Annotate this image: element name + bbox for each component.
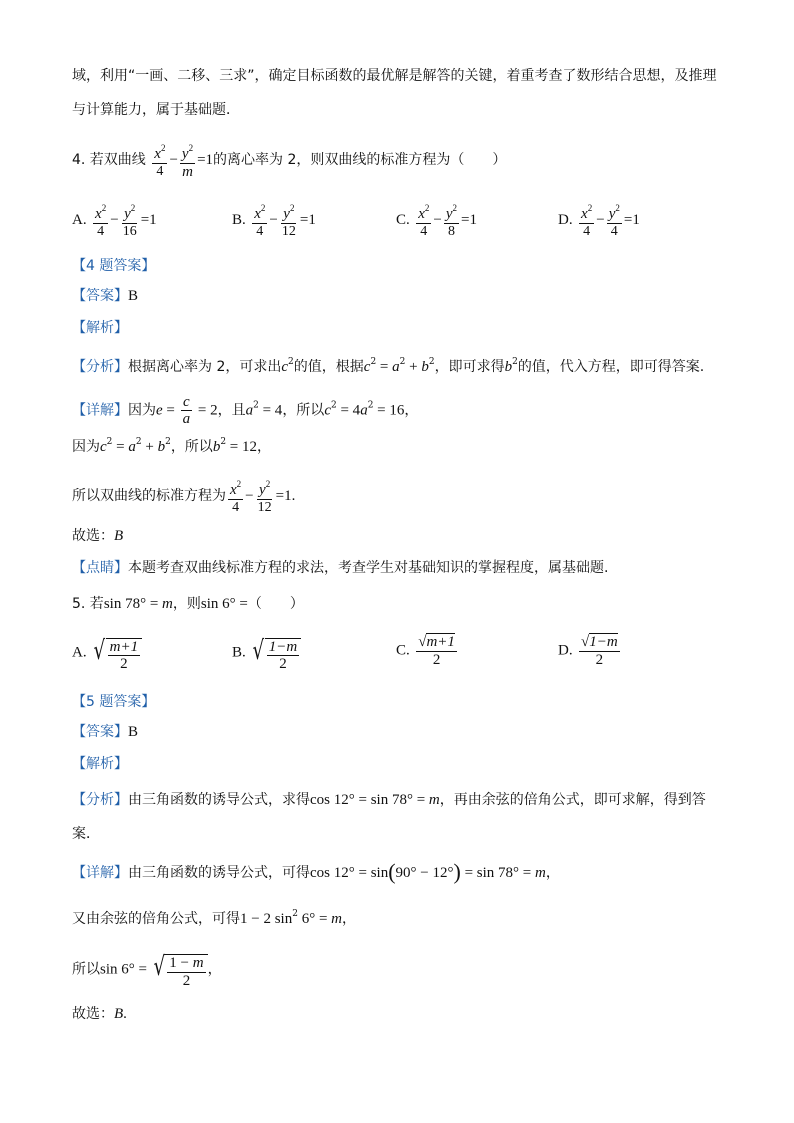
q5-analysis-header: 【解析】 (72, 756, 128, 772)
q4-option-a: A. $\frac{x^2}{4}$ − $\frac{y^2}{16}$ =1 (72, 200, 157, 240)
q4-suffix: 的离心率为 2，则双曲线的标准方程为（ ） (213, 152, 507, 168)
q4-frac-y: $\frac{y^2}{m}$ (180, 140, 195, 180)
q4-detail-1: 【详解】因为e = $\frac{c}{a}$ = 2，且$a^2 = 4$，所以$c^2 = 4a^2 = 16$， (72, 394, 419, 427)
q4-detail-3: 所以双曲线的标准方程为 $\frac{x^2}{4}$ − $\frac{y^2}{12}$ =1. (72, 476, 295, 516)
q4-analysis-header: 【解析】 (72, 320, 128, 336)
q5-option-a: A. √ $\frac{m+1}{2}$ (72, 634, 142, 672)
q5-answer-header: 【5 题答案】 (72, 694, 156, 710)
q5-option-c: C. $\frac{√m+1}{2}$ (396, 634, 455, 668)
q5-answer: 【答案】B (72, 724, 139, 740)
q5-detail-3: 所以sin 6° = √ $\frac{1 - m}{2}$ ， (72, 952, 222, 989)
q5-detail-2: 又由余弦的倍角公式，可得1 − 2 $\sin^2 6^\circ = m$， (72, 909, 357, 927)
q4-stem: 4. 若双曲线 $\frac{x^2}{4}$ − $\frac{y^2}{m}$ =1的离心率为 2，则双曲线的标准方程为（ ） (72, 140, 506, 180)
q5-choose: 故选：B. (72, 1006, 127, 1022)
q4-option-c: C. $\frac{x^2}{4}$ − $\frac{y^2}{8}$ =1 (396, 200, 477, 240)
q4-answer-header: 【4 题答案】 (72, 258, 156, 274)
q5-detail-1: 【详解】由三角函数的诱导公式，可得cos 12° = sin(90° − 12°) = sin 78° = m， (72, 859, 560, 884)
q5-option-d: D. $\frac{√1-m}{2}$ (558, 634, 618, 668)
intro-line-2: 与计算能力，属于基础题． (72, 102, 240, 118)
q5-stem: 5. 若sin 78° = m，则sin 6° =（ ） (72, 596, 304, 612)
q4-answer: 【答案】B (72, 288, 139, 304)
q4-dianjing: 【点睛】本题考查双曲线标准方程的求法，考查学生对基础知识的掌握程度，属基础题. (72, 560, 609, 576)
q4-detail-2: 因为$c^2 = a^2 + b^2$，所以$b^2 = 12$， (72, 437, 272, 455)
q4-prefix: 4. 若双曲线 (72, 152, 146, 168)
q5-option-b: B. √ $\frac{1-m}{2}$ (232, 634, 301, 672)
q5-fenxi-line-2: 案． (72, 826, 100, 842)
q4-fenxi: 【分析】根据离心率为 2，可求出$c^2$的值，根据$c^2 = a^2 + b^2$，即可求得$b^2$的值，代入方程，即可得答案. (72, 357, 705, 375)
q4-frac-x: $\frac{x^2}{4}$ (152, 140, 167, 180)
q4-option-d: D. $\frac{x^2}{4}$ − $\frac{y^2}{4}$ =1 (558, 200, 640, 240)
q5-fenxi: 【分析】由三角函数的诱导公式，求得cos 12° = sin 78° = m，再由余弦的倍角公式，即可求解，得到答 (72, 792, 706, 808)
q4-option-b: B. $\frac{x^2}{4}$ − $\frac{y^2}{12}$ =1 (232, 200, 316, 240)
intro-line-1: 域，利用“一画、二移、三求”，确定目标函数的最优解是解答的关键，着重考查了数形结合思想，及推理 (72, 68, 717, 84)
q4-choose: 故选：B (72, 528, 124, 544)
